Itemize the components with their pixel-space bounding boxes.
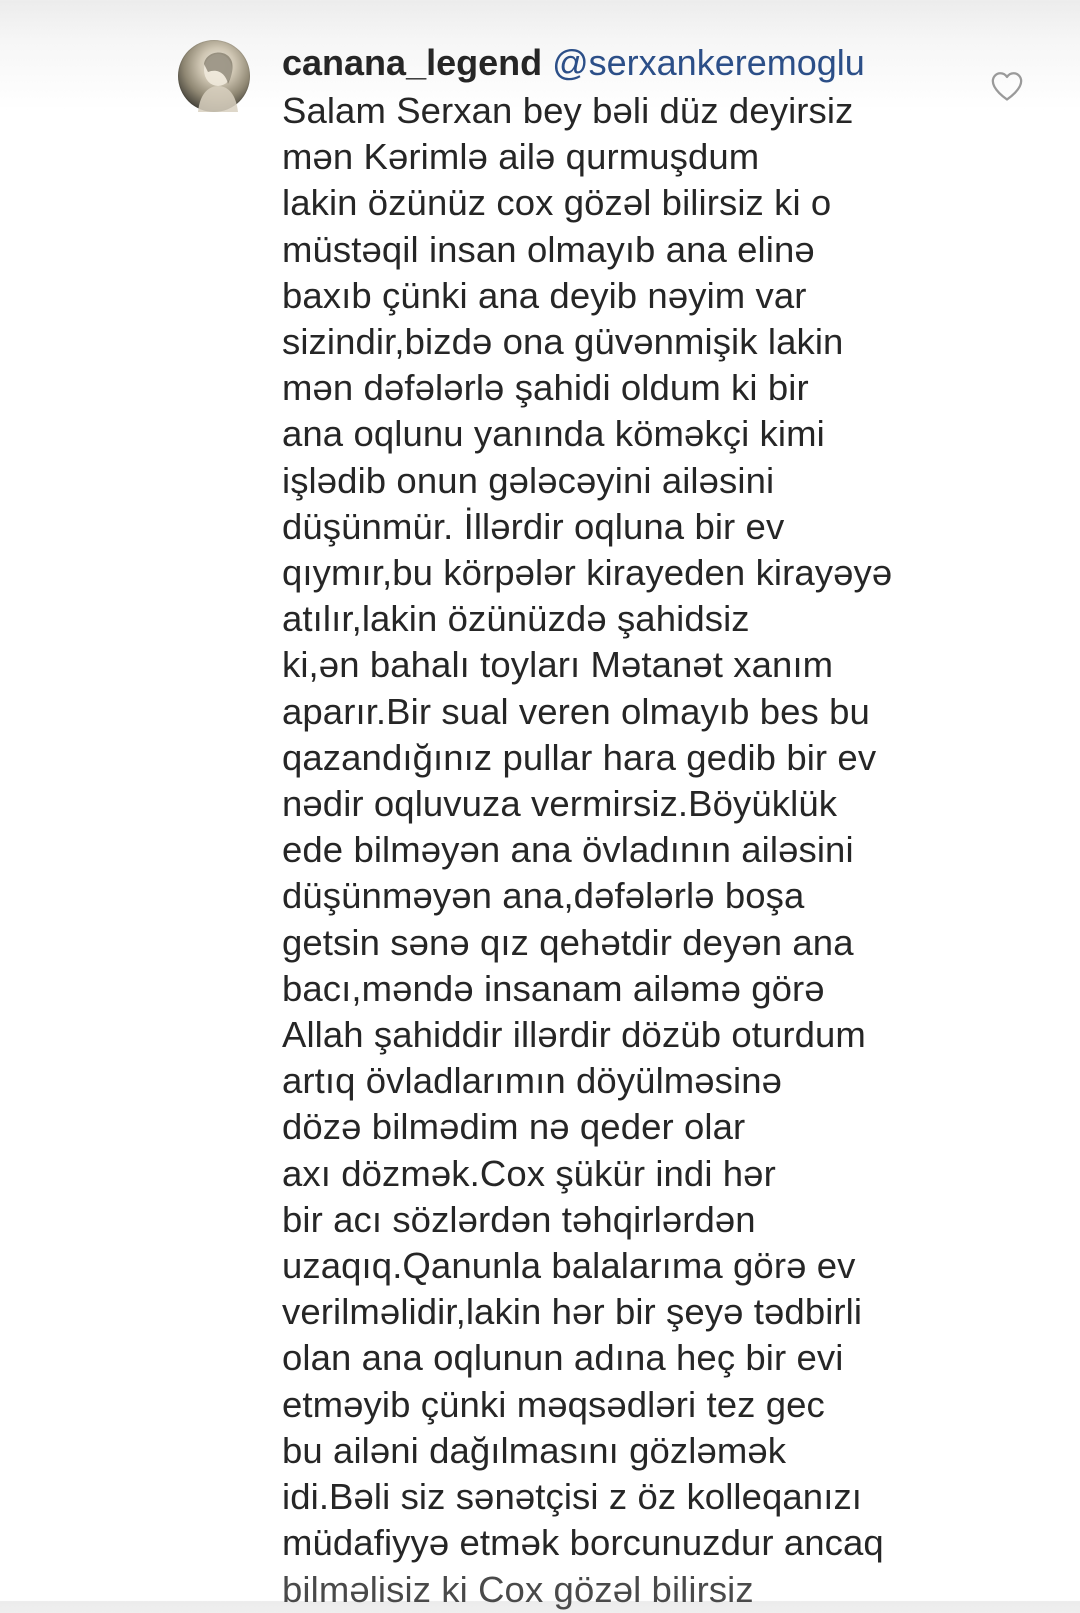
- comment-line: ana oqlunu yanında köməkçi kimi: [282, 413, 825, 455]
- avatar-image: [178, 40, 250, 112]
- comment-line: olan ana oqlunun adına heç bir evi: [282, 1337, 844, 1379]
- comment-line: ede bilməyən ana övladının ailəsini: [282, 829, 854, 871]
- comment-line: axı dözmək.Cox şükür indi hər: [282, 1152, 776, 1194]
- comment-line: getsin sənə qız qehətdir deyən ana: [282, 921, 854, 963]
- comment-line: qazandığınız pullar hara gedib bir ev: [282, 736, 877, 778]
- comment-line: baxıb çünki ana deyib nəyim var: [282, 274, 807, 316]
- mention-link[interactable]: @serxankeremoglu: [552, 42, 865, 83]
- comment-line: işlədib onun gələcəyini ailəsini: [282, 459, 775, 501]
- username[interactable]: canana_legend: [282, 42, 543, 83]
- comment-line: mən Kərimlə ailə qurmuşdum: [282, 136, 760, 178]
- heart-outline-icon: [990, 70, 1024, 102]
- avatar[interactable]: [178, 40, 250, 112]
- comment-line: bu ailəni dağılmasını gözləmək: [282, 1429, 787, 1471]
- comment-line: düşünmür. İllərdir oqluna bir ev: [282, 505, 785, 547]
- comment-line: mən dəfələrlə şahidi oldum ki bir: [282, 367, 809, 409]
- comment-line-partial: bilməlisiz ki Cox gözəl bilirsiz: [282, 1568, 754, 1610]
- comment-line: verilməlidir,lakin hər bir şeyə tədbirli: [282, 1291, 863, 1333]
- comment-line: Allah şahiddir illərdir dözüb oturdum: [282, 1014, 866, 1056]
- comment-line: Salam Serxan bey bəli düz deyirsiz: [282, 90, 854, 131]
- comment-line: aparır.Bir sual veren olmayıb bes bu: [282, 690, 870, 732]
- comment-line: etməyib çünki məqsədləri tez gec: [282, 1383, 825, 1425]
- comment-line: lakin özünüz cox gözəl bilirsiz ki o: [282, 182, 832, 224]
- comment-line: dözə bilmədim nə qeder olar: [282, 1106, 746, 1148]
- comment-line: qıymır,bu körpələr kirayeden kirayəyə: [282, 552, 893, 594]
- comment-line: müstəqil insan olmayıb ana elinə: [282, 228, 815, 270]
- comment-line: müdafiyyə etmək borcunuzdur ancaq: [282, 1522, 884, 1564]
- comment-line: artıq övladlarımın döyülməsinə: [282, 1060, 783, 1102]
- comment-text: [282, 88, 942, 1610]
- comment-line: sizindir,bizdə ona güvənmişik lakin: [282, 321, 844, 363]
- comment-line: atılır,lakin özünüzdə şahidsiz: [282, 598, 750, 640]
- comment-line: uzaqıq.Qanunla balalarıma görə ev: [282, 1245, 856, 1287]
- comment-line: düşünməyən ana,dəfələrlə boşa: [282, 875, 805, 917]
- comment-line: nədir oqluvuza vermirsiz.Böyüklük: [282, 783, 838, 825]
- like-button[interactable]: [990, 70, 1024, 102]
- comment-line: bir acı sözlərdən təhqirlərdən: [282, 1198, 756, 1240]
- comment-line: idi.Bəli siz sənətçisi z öz kolleqanızı: [282, 1476, 863, 1518]
- comment-line: ki,ən bahalı toyları Mətanət xanım: [282, 644, 834, 686]
- comment-header: [282, 38, 865, 88]
- comment-line: bacı,məndə insanam ailəmə görə: [282, 967, 825, 1009]
